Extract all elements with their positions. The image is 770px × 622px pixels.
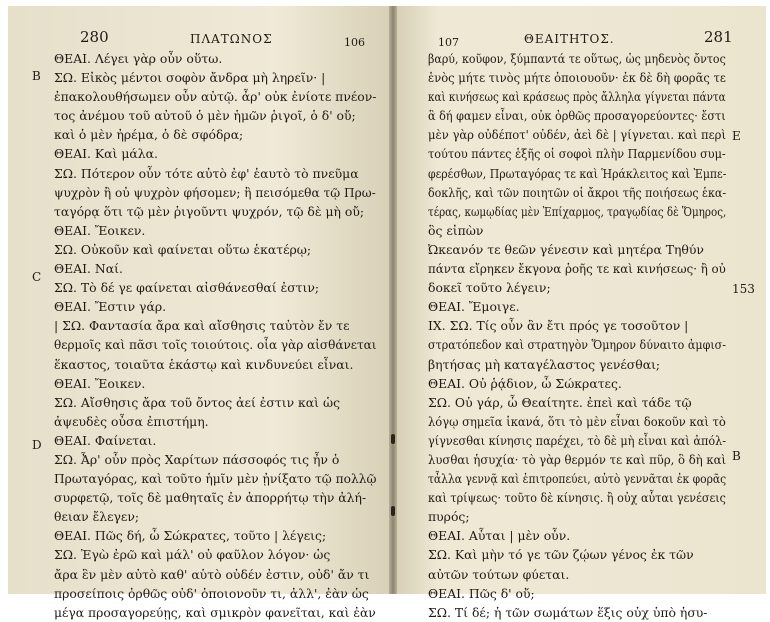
left-text-line: ψυχρὸν ἢ οὐ ψυχρὸν φήσομεν; ἢ πεισόμεθα τῷ Πρω-	[54, 184, 376, 200]
right-text-line: ἑνὸς μήτε τινὸς μήτε ὁποιουοῦν· ἐκ δὲ δὴ φορᾶς τε	[428, 70, 726, 86]
right-text-line: δοκεῖ τοῦτο λέγειν;	[428, 280, 551, 296]
margin-letter-b-right: B	[732, 449, 741, 463]
right-page	[394, 6, 766, 620]
right-text-line: ἃ δή φαμεν εἶναι, οὐκ ὀρθῶς προσαγορεύοντες· ἔστι	[428, 108, 726, 124]
running-head-left: ΠΛΑΤΩΝΟΣ	[190, 32, 273, 46]
right-text-line: καὶ τρίψεως· τοῦτο δὲ κίνησις. ἢ οὐχ αὗται γενέσεις	[428, 490, 726, 506]
margin-letter-d: D	[32, 438, 42, 452]
right-text-line: γίγνεσθαι κίνησις παρέχει, τὸ δὲ μὴ εἶναι καὶ ἀπόλ-	[428, 432, 727, 448]
section-number-right: 107	[438, 36, 459, 49]
left-text-line: ἐπακολουθήσωμεν οὖν αὐτῷ. ἆρ' οὐκ ἐνίοτε πνέον-	[54, 89, 377, 105]
left-text-line: Πρωταγόρας, καὶ τοῦτο ἡμῖν μὲν ᾐνίξατο τῷ πολλῷ	[54, 471, 377, 487]
left-page-text	[54, 49, 376, 622]
right-text-line: πυρός;	[428, 509, 470, 525]
left-text-line: τος ἀνέμου τοῦ αὐτοῦ ὁ μὲν ἡμῶν ῥιγοῖ, ὁ δ' οὔ;	[54, 108, 356, 124]
left-text-line: ἕκαστος, τοιαῦτα ἑκάστῳ καὶ κινδυνεύει εἶναι.	[54, 356, 354, 372]
left-text-line: καὶ ὁ μὲν ἠρέμα, ὁ δὲ σφόδρα;	[54, 127, 244, 143]
left-text-line: μέγα προσαγορεύῃς, καὶ σμικρὸν φανεῖται, καὶ ἐὰν	[54, 604, 376, 620]
left-text-line: θειαν ἔλεγεν;	[54, 509, 140, 525]
margin-letter-b: B	[32, 69, 41, 83]
left-text-line: ἀψευδὲς οὖσα ἐπιστήμη.	[54, 413, 209, 429]
right-page-text	[428, 49, 726, 622]
right-text-line: ὃς εἰπὼν	[428, 222, 484, 238]
right-text-line: ΘΕΑΙ. Πῶς δ' οὔ;	[428, 585, 535, 601]
right-text-line: μὲν γὰρ οὐδέποτ' οὐδέν, ἀεὶ δὲ | γίγνεται. καὶ περὶ	[428, 127, 727, 143]
right-text-line: Ὠκεανόν τε θεῶν γένεσιν καὶ μητέρα Τηθύν	[428, 241, 704, 257]
left-text-line: θερμοῖς καὶ πᾶσι τοῖς τοιούτοις. οἷα γὰρ αἰσθάνεται	[54, 337, 377, 353]
left-text-line: ΘΕΑΙ. Ναί.	[54, 261, 123, 277]
left-text-line: ΣΩ. Οὐκοῦν καὶ φαίνεται οὕτω ἑκατέρῳ;	[54, 241, 312, 257]
left-text-line: ΣΩ. Πότερον οὖν τότε αὐτὸ ἐφ' ἑαυτὸ τὸ πνεῦμα	[54, 165, 359, 181]
left-text-line: ΘΕΑΙ. Ἔοικεν.	[54, 375, 146, 391]
right-text-line: ΘΕΑΙ. Ἔμοιγε.	[428, 299, 520, 315]
right-text-line: βαρύ, κοῦφον, ξύμπαντά τε οὕτως, ὡς μηδενὸς ὄντος	[428, 51, 726, 66]
left-text-line: ΣΩ. Ἐγὼ ἐρῶ καὶ μάλ' οὐ φαῦλον λόγον· ὡς	[54, 547, 331, 563]
right-text-line: ΘΕΑΙ. Αὗται | μὲν οὖν.	[428, 528, 571, 544]
left-text-line: ΘΕΑΙ. Καὶ μάλα.	[54, 146, 158, 162]
left-text-line: συρφετῷ, τοῖς δὲ μαθηταῖς ἐν ἀπορρήτῳ τὴν ἀλή-	[54, 490, 367, 506]
right-text-line: τἆλλα γεννᾷ καὶ ἐπιτροπεύει, αὐτὸ γεννᾶται ἐκ φορᾶς	[428, 471, 727, 487]
left-text-line: ταγόρᾳ ὅτι τῷ μὲν ῥιγοῦντι ψυχρόν, τῷ δὲ μὴ οὔ;	[54, 203, 365, 219]
left-text-line: ΘΕΑΙ. Ἔστιν γάρ.	[54, 299, 167, 315]
right-text-line: ΣΩ. Τί δέ; ἡ τῶν σωμάτων ἕξις οὐχ ὑπὸ ἡσυ-	[428, 604, 708, 620]
right-text-line: φερέσθων, Πρωταγόρας τε καὶ Ἡράκλειτος καὶ Ἐμπε-	[428, 165, 727, 181]
section-number-left: 106	[344, 36, 365, 49]
right-text-line: τέρας, κωμῳδίας μὲν Ἐπίχαρμος, τραγῳδίας δὲ Ὅμηρος,	[428, 203, 727, 219]
left-text-line: ΣΩ. Τὸ δέ γε φαίνεται αἰσθάνεσθαί ἐστιν;	[54, 280, 320, 296]
left-text-line: ΘΕΑΙ. Λέγει γὰρ οὖν οὕτω.	[54, 51, 223, 66]
left-page	[8, 6, 392, 620]
left-text-line: ΘΕΑΙ. Ἔοικεν.	[54, 222, 146, 238]
left-text-line: ΣΩ. Ἆρ' οὖν πρὸς Χαρίτων πάσσοφός τις ἦν ὁ	[54, 451, 340, 467]
margin-letter-e: E	[732, 129, 741, 143]
left-text-line: ΘΕΑΙ. Πῶς δή, ὦ Σώκρατες, τοῦτο | λέγεις;	[54, 528, 327, 544]
right-text-line: ΣΩ. Καὶ μὴν τό γε τῶν ζῴων γένος ἐκ τῶν	[428, 547, 694, 563]
binding-stitch	[391, 434, 395, 444]
book-spread	[8, 6, 766, 620]
right-text-line: λόγῳ σημεῖα ἱκανά, ὅτι τὸ μὲν εἶναι δοκοῦν καὶ τὸ	[428, 413, 726, 429]
right-text-line: καὶ κινήσεως καὶ κράσεως πρὸς ἄλληλα γίγνεται πάντα	[428, 89, 726, 105]
left-text-line: ΣΩ. Εἰκὸς μέντοι σοφὸν ἄνδρα μὴ ληρεῖν· |	[54, 70, 326, 86]
right-text-line: δοκλῆς, καὶ τῶν ποιητῶν οἱ ἄκροι τῆς ποιήσεως ἑκα-	[428, 184, 727, 200]
left-text-line: ἄρα ἓν μὲν αὐτὸ καθ' αὑτὸ οὐδέν ἐστιν, οὐδ' ἄν τι	[54, 566, 370, 582]
right-text-line: βητήσας μὴ καταγέλαστος γενέσθαι;	[428, 356, 661, 372]
right-text-line: λυσθαι ἡσυχία· τὸ γὰρ θερμόν τε καὶ πῦρ, ὃ δὴ καὶ	[428, 451, 727, 467]
right-text-line: ΘΕΑΙ. Οὐ ῥᾴδιον, ὦ Σώκρατες.	[428, 375, 622, 391]
margin-letter-c: C	[32, 270, 42, 284]
margin-section-153: 153	[732, 282, 755, 296]
right-text-line: ΣΩ. Οὐ γάρ, ὦ Θεαίτητε. ἐπεὶ καὶ τάδε τῷ	[428, 394, 692, 410]
right-text-line: IX. ΣΩ. Τίς οὖν ἂν ἔτι πρός γε τοσοῦτον |	[428, 318, 689, 334]
right-text-line: στρατόπεδον καὶ στρατηγὸν Ὅμηρον δύναιτο ἀμφισ-	[428, 337, 727, 353]
right-text-line: αὐτῶν τούτων φύεται.	[428, 566, 570, 582]
page-number-left: 280	[80, 28, 109, 46]
left-text-line: ΘΕΑΙ. Φαίνεται.	[54, 432, 157, 448]
right-text-line: τούτου πάντες ἑξῆς οἱ σοφοὶ πλὴν Παρμενίδου συμ-	[428, 146, 726, 162]
binding-stitch	[391, 506, 395, 516]
left-text-line: | ΣΩ. Φαντασία ἄρα καὶ αἴσθησις ταὐτὸν ἔν τε	[54, 318, 350, 334]
left-text-line: προσείποις ὀρθῶς οὐδ' ὁποιονοῦν τι, ἀλλ', ἐὰν ὡς	[54, 585, 369, 601]
right-text-line: πάντα εἴρηκεν ἔκγονα ῥοῆς τε καὶ κινήσεως· ἢ οὐ	[428, 261, 726, 277]
running-head-right: ΘΕΑΙΤΗΤΟΣ.	[524, 32, 615, 46]
left-text-line: ΣΩ. Αἴσθησις ἄρα τοῦ ὄντος ἀεί ἐστιν καὶ ὡς	[54, 394, 341, 410]
page-number-right: 281	[704, 28, 733, 46]
